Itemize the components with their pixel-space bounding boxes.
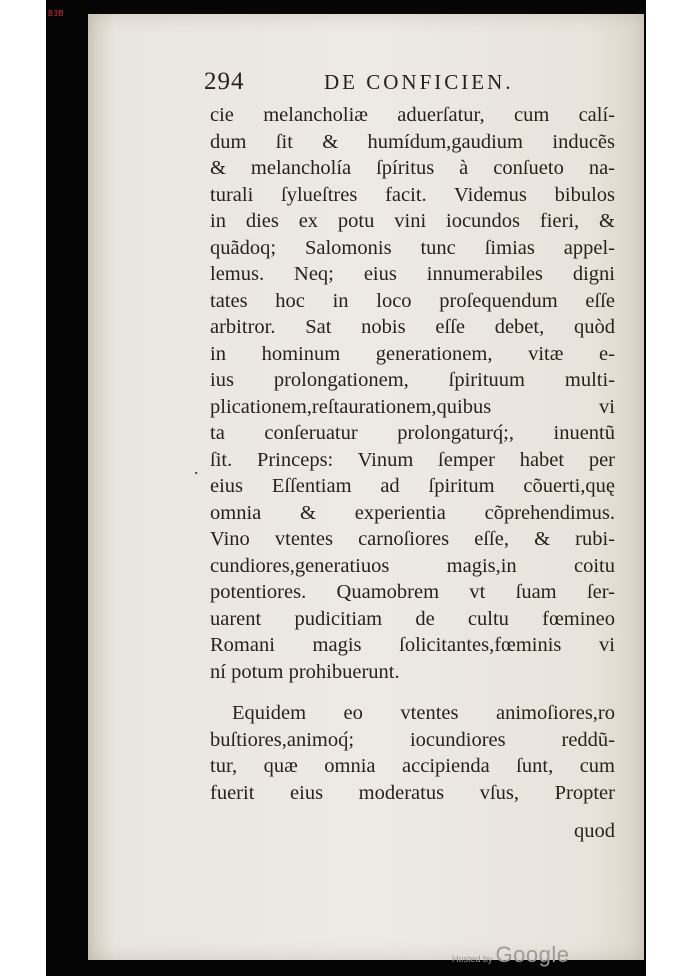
text-line: turali ſylueſtres facit. Videmus bibulos	[210, 183, 615, 206]
margin-mark: .	[194, 458, 199, 478]
text-line: Vino vtentes carnoſiores eſſe, & rubi-	[210, 528, 615, 550]
text-line: tur, quæ omnia accipienda ſunt, cum	[210, 755, 615, 777]
text-line: in dies ex potu vini iocundos fieri, &	[210, 210, 615, 232]
text-line: buſtiores,animoq́; iocundiores reddũ-	[210, 728, 615, 751]
text-line: quãdoq; Salomonis tunc ſimias appel-	[210, 236, 615, 259]
text-line: potentiores. Quamobrem vt ſuam ſer-	[210, 581, 615, 603]
text-line: cie melancholiæ aduerſatur, cum calí-	[210, 104, 615, 126]
text-line: omnia & experientia cõprehendimus.	[210, 501, 615, 524]
page-header	[202, 68, 622, 102]
text-line: plicationem,reſtaurationem,quibus vi	[210, 395, 615, 418]
text-line: ní potum prohibuerunt.	[210, 660, 400, 683]
text-line: dum ſit & humídum,gaudium inducẽs	[210, 130, 615, 153]
text-line: fuerit eius moderatus vſus, Propter	[210, 781, 615, 804]
text-line: ſit. Princeps: Vinum ſemper habet per	[210, 448, 615, 471]
text-line: Romani magis ſolicitantes,fœminis vi	[210, 634, 615, 656]
watermark-prefix: Hosted by	[452, 954, 493, 964]
watermark-brand: Google	[495, 942, 570, 967]
text-line: arbitror. Sat nobis eſſe debet, quòd	[210, 316, 615, 338]
running-head: DE CONFICIEN.	[324, 70, 514, 94]
google-watermark	[452, 942, 569, 968]
text-line: cundiores,generatiuos magis,in coitu	[210, 554, 615, 577]
scan-id-label: B3B	[48, 9, 64, 18]
text-line: tates hoc in loco proſequendum eſſe	[210, 289, 615, 312]
text-line: in hominum generationem, vitæ e-	[210, 342, 615, 365]
text-line: ta conſeruatur prolongaturq́;, inuentũ	[210, 422, 615, 444]
text-line: eius Eſſentiam ad ſpiritum cõuerti,quę	[210, 475, 615, 497]
catchword: quod	[574, 820, 615, 842]
text-line: Equidem eo vtentes animoſiores,ro	[232, 702, 615, 724]
text-line: uarent pudicitiam de cultu fœmineo	[210, 607, 615, 630]
page-number: 294	[204, 68, 245, 95]
text-line: ius prolongationem, ſpirituum multi-	[210, 369, 615, 391]
text-line: & melancholía ſpíritus à conſueto na-	[210, 157, 615, 179]
text-line: lemus. Neq; eius innumerabiles digni	[210, 263, 615, 285]
